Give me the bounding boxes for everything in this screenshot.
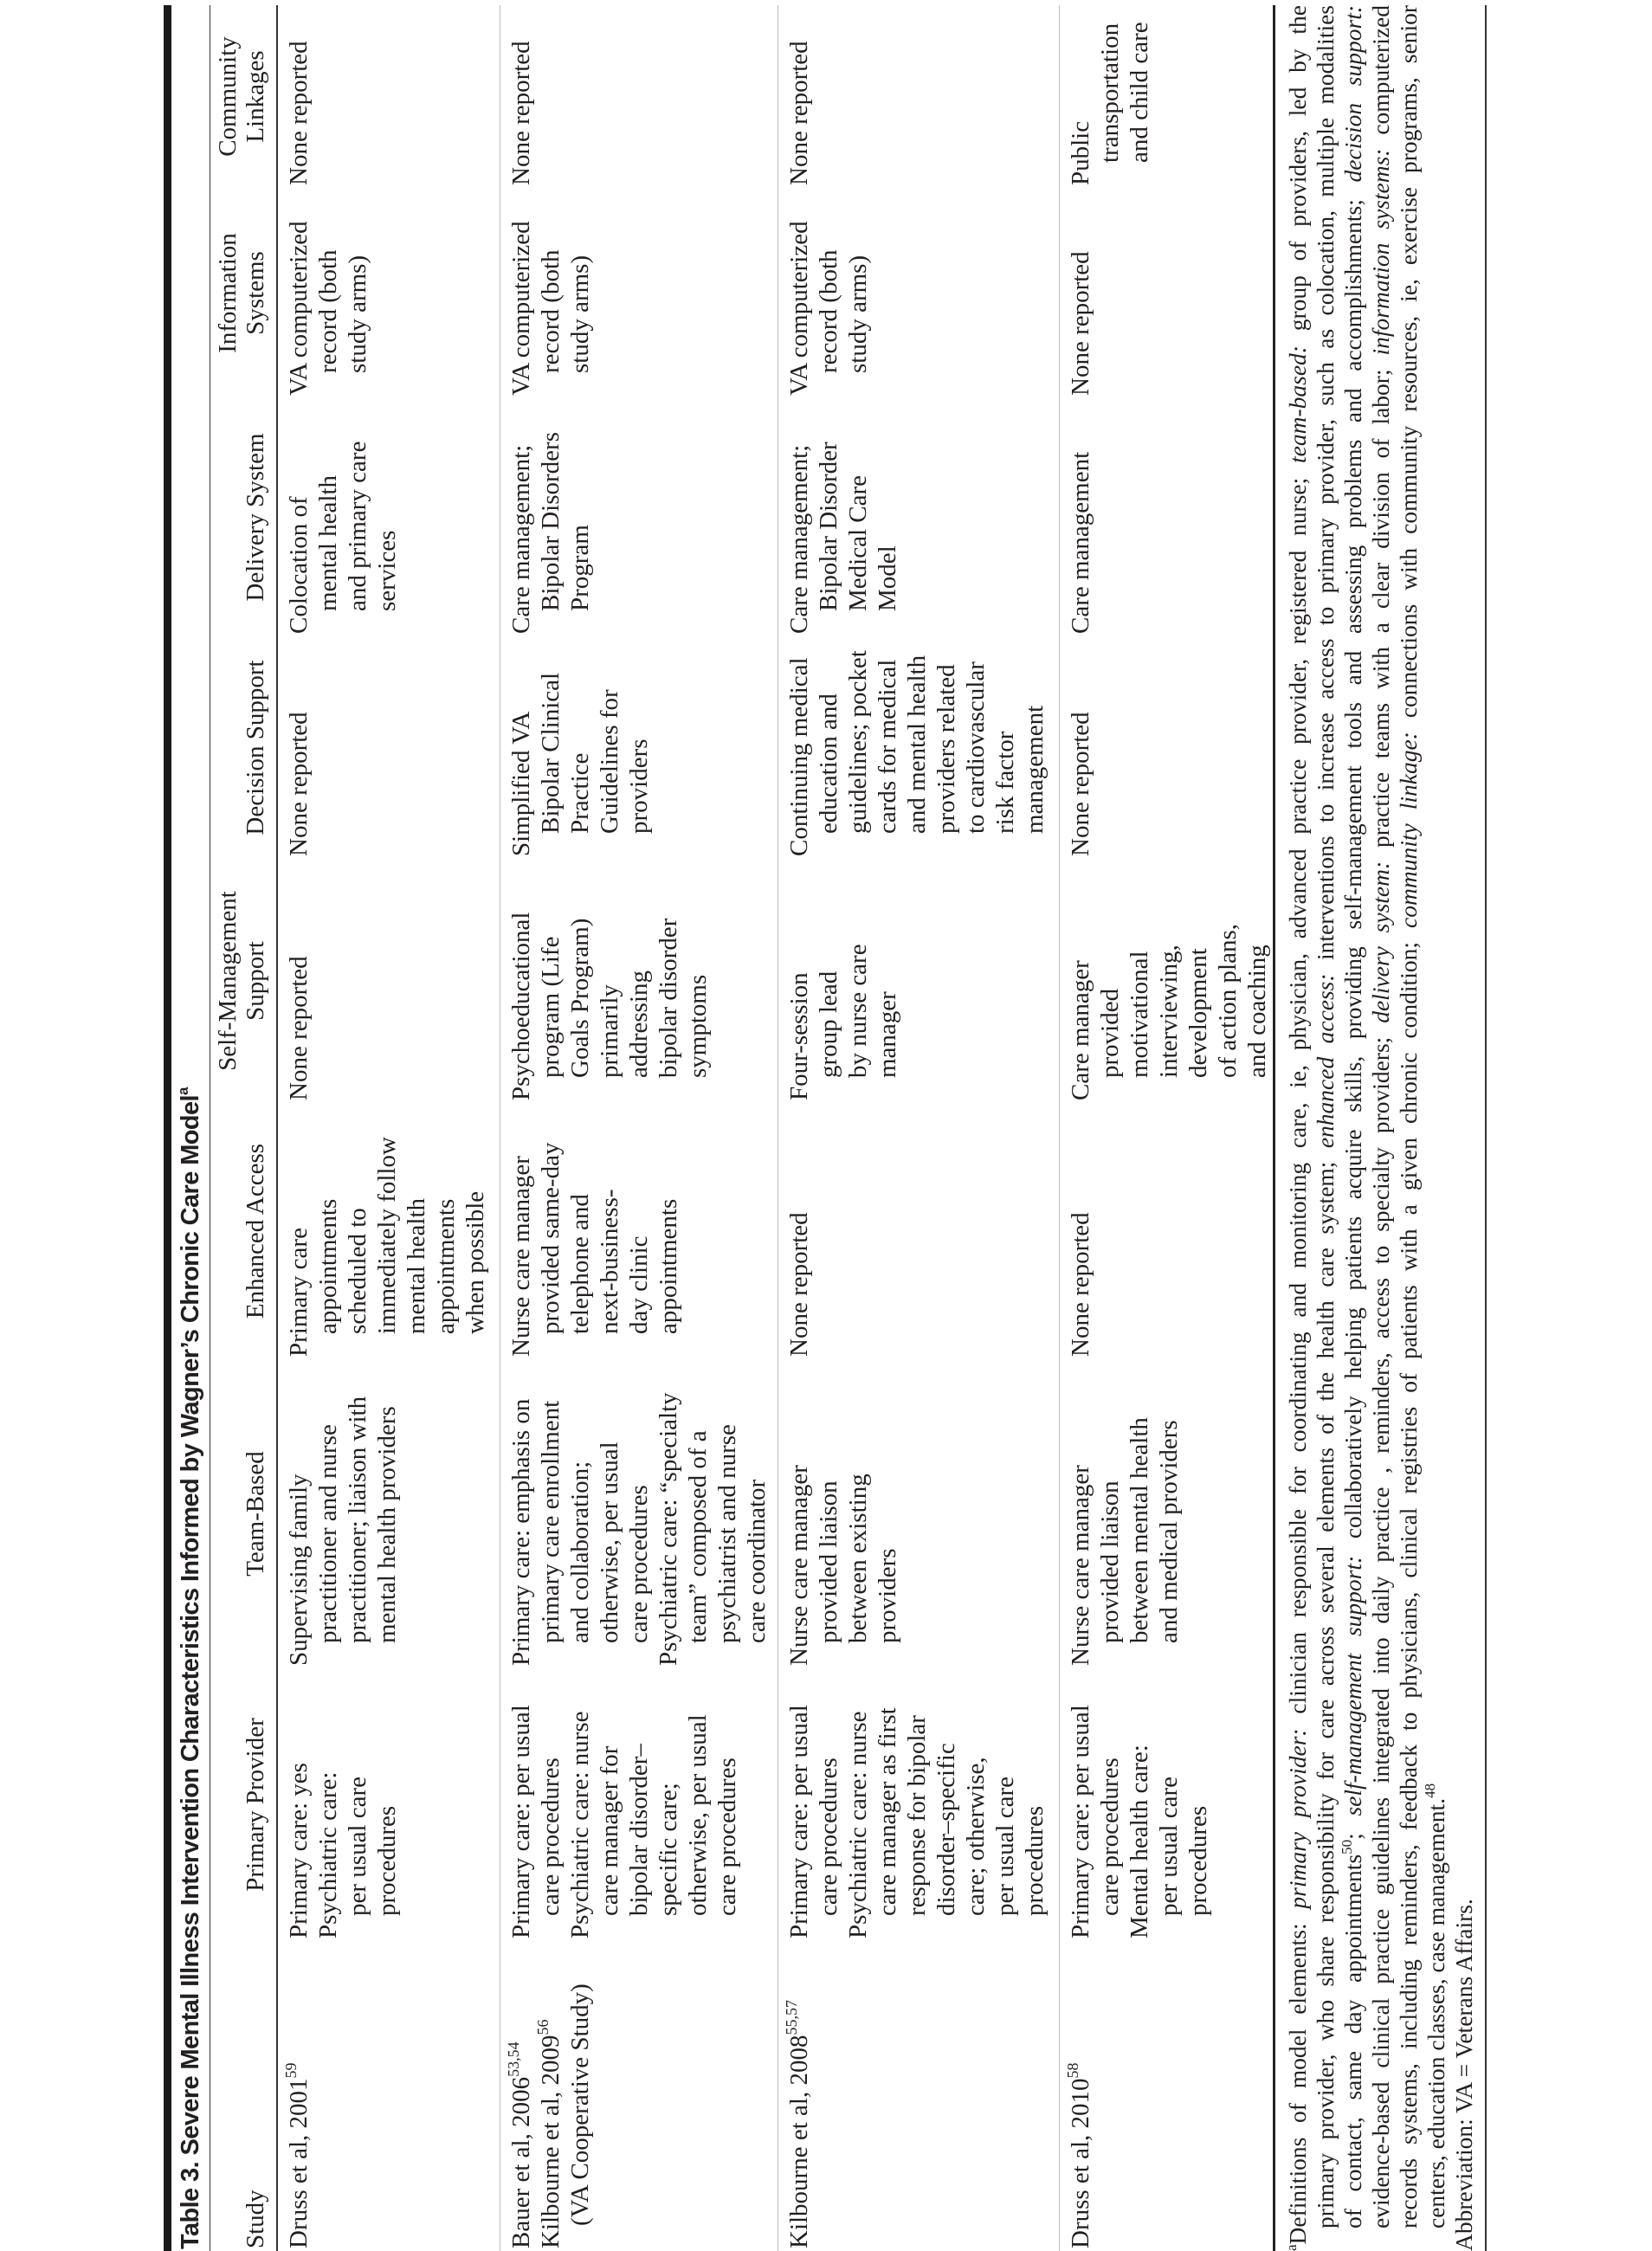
citation-text: Kilbourne et al, 2009 xyxy=(537,2035,565,2248)
table-cell xyxy=(278,188,500,398)
cell-text: Primary care: per usual care procedures xyxy=(507,1705,565,1938)
table-top-rule xyxy=(164,5,171,2251)
footnote-text: centers, education classes, case management. xyxy=(1423,1797,1449,2228)
cell-text: Care management; Bipolar Disorder Medical Care Model xyxy=(785,442,901,634)
reference-number: 50 xyxy=(1339,1839,1355,1854)
cell-text: Supervising family practitioner and nurse practitioner; liaison with mental health providers xyxy=(285,1396,401,1666)
reference-number: 48 xyxy=(1422,1783,1438,1798)
table-row xyxy=(1060,5,1275,2251)
citation-text: Druss et al, 2001 xyxy=(285,2078,313,2248)
footnote-text: interventions to increase access to primary provider, such as colocation, multiple modalities xyxy=(1312,4,1339,974)
table-cell xyxy=(278,1668,500,1941)
table-cell xyxy=(1060,636,1273,859)
table-cell xyxy=(500,636,778,859)
table-body xyxy=(278,5,1275,2251)
defined-term: primary provider: xyxy=(1284,1728,1311,1909)
table-cell xyxy=(778,188,1059,398)
cell-text: None reported xyxy=(785,1212,813,1357)
table-cell xyxy=(778,1103,1059,1359)
citation-text: Kilbourne et al, 2008 xyxy=(785,2035,813,2248)
column-header: Community Linkages xyxy=(214,36,269,157)
table-cell xyxy=(278,5,500,188)
footnote-text: clinician responsible for coordinating and monitoring care, ie, physician, advanced practice provider, registered nurse; xyxy=(1284,463,1311,1729)
footnote-line xyxy=(1339,5,1367,2251)
cell-text: None reported xyxy=(1067,1212,1094,1357)
citation-text: Druss et al, 2010 xyxy=(1067,2078,1094,2248)
footnote-text: connections with community resources, ie, exercise programs, senior xyxy=(1395,4,1422,732)
table-cell xyxy=(778,859,1059,1103)
defined-term: community linkage: xyxy=(1395,732,1422,928)
table-cell xyxy=(278,1359,500,1668)
cell-text: VA computerized record (both study arms) xyxy=(507,221,594,396)
table-cell xyxy=(500,188,778,398)
table-row xyxy=(278,5,500,2251)
table-title xyxy=(171,5,210,2251)
footnote-line xyxy=(1395,5,1423,2251)
cell-text: Nurse care manager provided liaison between mental health and medical providers xyxy=(1067,1417,1183,1666)
column-header: Study xyxy=(242,2190,269,2248)
cell-text: None reported xyxy=(285,956,313,1100)
table-header-row xyxy=(210,5,278,2251)
table-cell xyxy=(500,398,778,636)
table-cell xyxy=(778,398,1059,636)
cell-text: None reported xyxy=(285,41,313,185)
column-header: Information Systems xyxy=(214,233,269,353)
title-footnote-mark: a xyxy=(175,1087,191,1095)
cell-text: Primary care appointments scheduled to immediately follow mental health appointments when possible xyxy=(285,1137,489,1357)
cell-text: Public transportation and child care xyxy=(1067,22,1153,185)
cell-text: Nurse care manager provided liaison between existing providers xyxy=(785,1465,901,1666)
column-header: Decision Support xyxy=(242,660,269,835)
table-row xyxy=(778,5,1060,2251)
study-cell xyxy=(1060,1941,1273,2251)
table-cell xyxy=(278,398,500,636)
reference-number: 59 xyxy=(282,2062,300,2079)
citation-text: Bauer et al, 2006 xyxy=(507,2076,535,2248)
column-header: Enhanced Access xyxy=(242,1143,269,1319)
reference-number: 53,54 xyxy=(505,2041,522,2077)
reference-number: 55,57 xyxy=(783,2000,800,2035)
study-cell xyxy=(500,1941,778,2251)
study-cell xyxy=(778,1941,1059,2251)
cell-text: None reported xyxy=(1067,251,1094,396)
table-cell xyxy=(778,1359,1059,1668)
reference-number: 58 xyxy=(1064,2062,1081,2079)
cell-text: Colocation of mental health and primary care services xyxy=(285,441,401,634)
cell-text: Psychiatric care: per usual care procedures xyxy=(314,1771,401,1938)
reference-number: 56 xyxy=(534,2019,552,2035)
defined-term: self-management support: xyxy=(1339,1555,1366,1816)
cell-text: VA computerized record (both study arms) xyxy=(785,221,872,396)
defined-term: team-based: xyxy=(1284,345,1311,463)
table-cell xyxy=(1060,859,1273,1103)
table-cell xyxy=(1060,1668,1273,1941)
study-cell xyxy=(278,1941,500,2251)
table-cell xyxy=(778,5,1059,188)
footnote-line xyxy=(1423,5,1450,2251)
table-footnote xyxy=(1275,5,1487,2251)
cell-text: VA computerized record (both study arms) xyxy=(285,221,371,396)
study-citation xyxy=(536,1941,565,2248)
cell-text: Mental health care: per usual care procedures xyxy=(1126,1745,1212,1938)
rotated-table xyxy=(164,5,1488,2251)
table-row xyxy=(500,5,778,2251)
column-header: Self-Management Support xyxy=(214,891,269,1071)
footnote-text: evidence-based clinical practice guidelines integrated into daily practice , reminders, access to specialty providers; xyxy=(1367,1022,1394,2228)
cell-text: Care manager provided motivational interviewing, development of action plans, and coaching xyxy=(1067,924,1271,1100)
table-cell xyxy=(1060,1103,1273,1359)
footnote-text: practice teams with a clear division of labor; xyxy=(1367,355,1394,861)
footnote-text: Definitions of model elements: xyxy=(1284,1908,1311,2245)
column-header: Team-Based xyxy=(242,1451,269,1577)
reference-number: a xyxy=(1283,2244,1300,2251)
table-title-text: Table 3. Severe Mental Illness Intervention Characteristics Informed by Wagner’s Chronic Care Model xyxy=(177,1095,204,2249)
footnote-text: primary provider, who share responsibility for care across several elements of the health care system; xyxy=(1312,1148,1339,2228)
cell-text: Care management; Bipolar Disorders Program xyxy=(507,432,594,634)
defined-term: enhanced access: xyxy=(1312,973,1339,1149)
cell-text: None reported xyxy=(785,41,813,185)
footnote-line xyxy=(1284,5,1312,2251)
study-citation xyxy=(1066,1941,1095,2248)
table-cell xyxy=(1060,1359,1273,1668)
cell-text: Psychiatric care: nurse care manager as first response for bipolar disorder–specific care; otherwise, per usual care procedures xyxy=(844,1707,1049,1938)
footnote-text: of contact, same day appointments xyxy=(1339,1854,1366,2228)
table-cell xyxy=(1060,188,1273,398)
defined-term: delivery system: xyxy=(1367,861,1394,1023)
cell-text: Psychiatric care: nurse care manager for bipolar disorder– specific care; otherwise, per usual care procedures xyxy=(566,1711,741,1938)
cell-text: Primary care: emphasis on primary care enrollment and collaboration; otherwise, per usual care procedures xyxy=(507,1398,653,1666)
study-citation xyxy=(507,1941,536,2248)
study-citation xyxy=(784,1941,814,2248)
footnote-text: group of providers, led by the xyxy=(1284,4,1311,346)
cell-text: Care management xyxy=(1067,451,1094,634)
column-header: Delivery System xyxy=(242,433,269,602)
table-cell xyxy=(1060,398,1273,636)
defined-term: decision support: xyxy=(1339,5,1366,183)
table-cell xyxy=(500,859,778,1103)
table-cell xyxy=(500,1103,778,1359)
cell-text: Primary care: per usual care procedures xyxy=(1067,1705,1124,1938)
study-citation xyxy=(284,1941,313,2248)
table-cell xyxy=(778,636,1059,859)
cell-text: Four-session group lead by nurse care manager xyxy=(785,944,901,1100)
footnote-text: ; xyxy=(1339,1816,1366,1840)
table-cell xyxy=(500,1668,778,1941)
abbreviation-note: Abbreviation: VA = Veterans Affairs. xyxy=(1450,1899,1477,2251)
table-cell xyxy=(278,1103,500,1359)
cell-text: Nurse care manager provided same-day telephone and next-business- day clinic appointments xyxy=(507,1142,682,1357)
table-cell xyxy=(278,636,500,859)
cell-text: None reported xyxy=(285,712,313,856)
defined-term: information systems: xyxy=(1367,148,1394,356)
cell-text: Continuing medical education and guidelines; pocket cards for medical and mental health providers related to cardiovascular risk factor management xyxy=(785,650,1049,856)
footnote-line xyxy=(1312,5,1339,2251)
cell-text: Simplified VA Bipolar Clinical Practice Guidelines for providers xyxy=(507,672,653,856)
cell-text: None reported xyxy=(507,41,535,185)
table-cell xyxy=(1060,5,1273,188)
cell-text: Primary care: yes xyxy=(285,1763,313,1938)
cell-text: Psychoeducational program (Life Goals Program) primarily addressing bipolar disorder symptoms xyxy=(507,912,712,1100)
cell-text: Psychiatric care: “specialty team” composed of a psychiatrist and nurse care coordinator xyxy=(655,1392,771,1666)
study-note: (VA Cooperative Study) xyxy=(566,1983,594,2226)
table-cell xyxy=(778,1668,1059,1941)
footnote-text: computerized xyxy=(1367,5,1394,149)
footnote-text: collaboratively helping patients acquire skills, providing self-management tools and assessing problems and accomplishments; xyxy=(1339,182,1366,1556)
table-cell xyxy=(278,859,500,1103)
footnote-text: records systems, including reminders, feedback to physicians, clinical registries of patients with a given chronic condition; xyxy=(1395,927,1422,2228)
footnote-line xyxy=(1367,5,1395,2251)
cell-text: Primary care: per usual care procedures xyxy=(785,1705,842,1938)
table-cell xyxy=(500,5,778,188)
table-cell xyxy=(500,1359,778,1668)
cell-text: None reported xyxy=(1067,712,1094,856)
column-header: Primary Provider xyxy=(242,1718,269,1892)
